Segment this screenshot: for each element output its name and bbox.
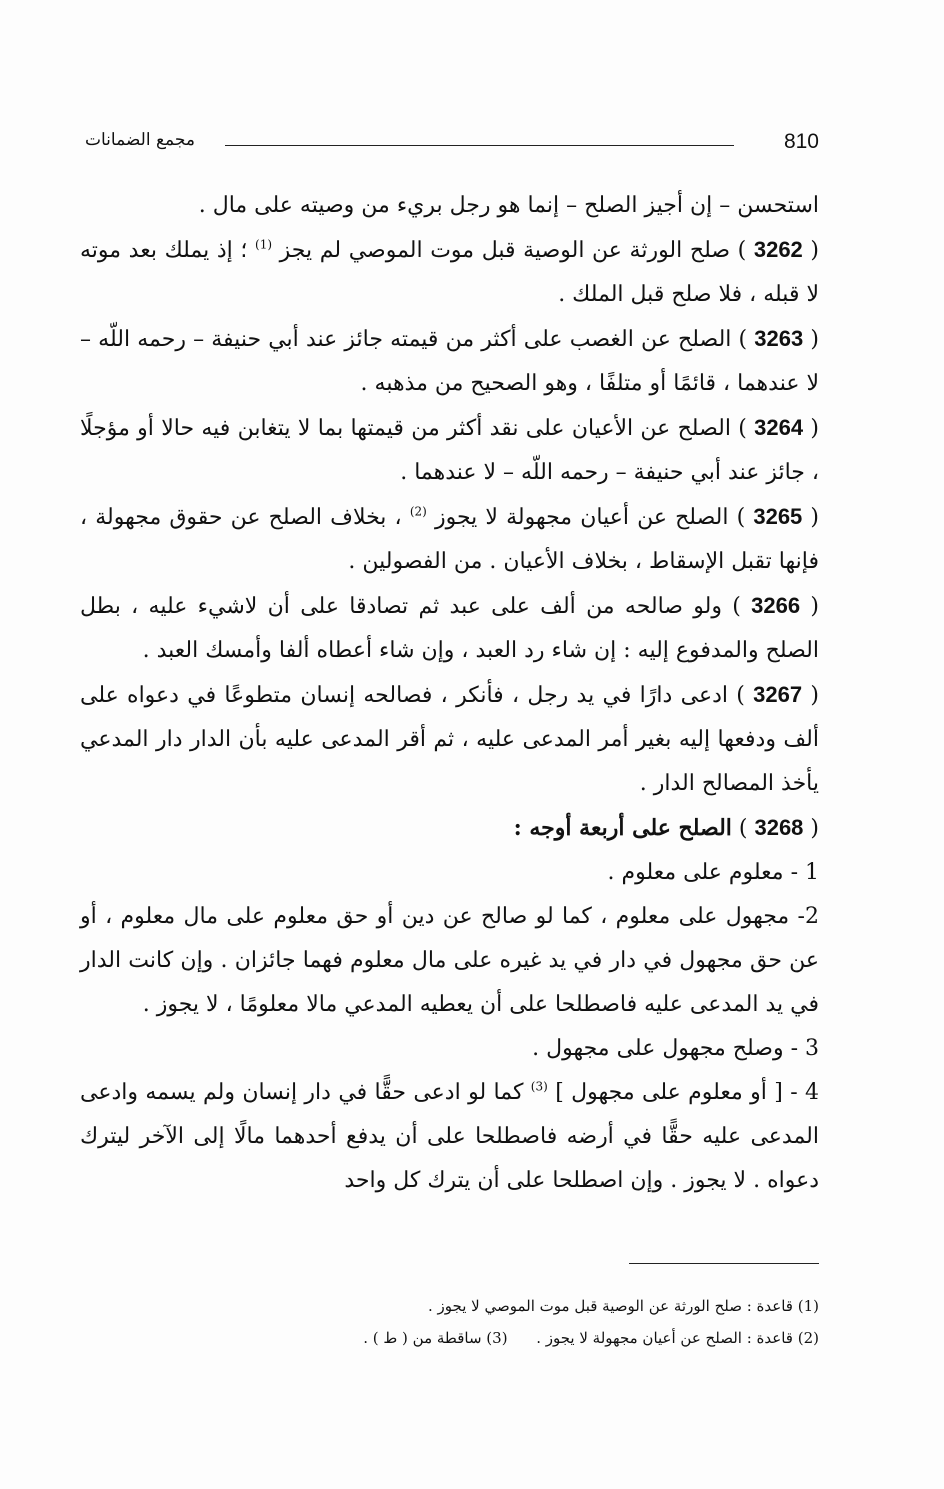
entry-number: 3263 (754, 326, 804, 351)
entry-3263: ( 3263 ) الصلح عن الغصب على أكثر من قيمته جائز عند أبي حنيفة – رحمه اللّه – لا عندهما ، قائمًا أو متلفًا ، وهو الصحيح من مذهبه . (80, 326, 819, 396)
list-item-3: 3 - وصلح مجهول على مجهول . (532, 1036, 819, 1061)
entry-3264: ( 3264 ) الصلح عن الأعيان على نقد أكثر من قيمتها بما لا يتغابن فيه حالا أو مؤجلًا ، جائز عند أبي حنيفة – رحمه اللّه – لا عندهما . (80, 415, 819, 485)
entry-number: 3266 (751, 593, 801, 618)
page-header (85, 130, 819, 160)
entry-number: 3267 (753, 682, 803, 707)
header-rule (225, 145, 734, 146)
footnotes (80, 1290, 819, 1354)
footnote-ref: (3) (530, 1079, 548, 1094)
entry-number: 3265 (753, 504, 803, 529)
list-item-2: 2- مجهول على معلوم ، كما لو صالح عن دين أو حق معلوم على مال معلوم ، أو عن حق مجهول في دار في يد غيره على مال معلوم فهما جائزان . وإن كانت الدار في يد المدعى عليه فاصطلحا على أن يعطيه المدعي مالا معلومًا ، لا يجوز . (80, 904, 819, 1017)
list-item-4: 4 - [ أو معلوم على مجهول ] $^{(3)}$ كما لو ادعى حقًّا في دار إنسان ولم يسمه وادعى المدعى عليه حقًّا في أرضه فاصطلحا على أن يدفع أحدهما مالًا إلى الآخر ليترك دعواه . لا يجوز . وإن اصطلحا على أن يترك كل واحد (80, 1079, 819, 1193)
entry-3265: ( 3265 ) الصلح عن أعيان مجهولة لا يجوز $^{(2)}$ ، بخلاف الصلح عن حقوق مجهولة ، فإنها تقبل الإسقاط ، بخلاف الأعيان . من الفصولين . (80, 504, 820, 574)
entry-3262: ( 3262 ) صلح الورثة عن الوصية قبل موت الموصي لم يجز $^{(1)}$ ؛ إذ يملك بعد موته لا قبله ، فلا صلح قبل الملك . (80, 237, 819, 307)
entry-heading: الصلح على أربعة أوجه : (513, 815, 732, 841)
footnote-1: (1) قاعدة : صلح الورثة عن الوصية قبل موت الموصي لا يجوز . (428, 1297, 819, 1315)
page-number: 810 (783, 130, 819, 153)
entry-3267: ( 3267 ) ادعى دارًا في يد رجل ، فأنكر ، فصالحه إنسان متطوعًا في دعواه على ألف ودفعها إليه بغير أمر المدعى عليه ، ثم أقر المدعى عليه بأن الدار دار المدعي يأخذ المصالح الدار . (80, 682, 819, 796)
entry-3268: ( 3268 ) الصلح على أربعة أوجه : (513, 815, 819, 841)
footnote-ref: (1) (255, 237, 273, 252)
footnote-2: (2) قاعدة : الصلح عن أعيان مجهولة لا يجوز . (536, 1329, 819, 1347)
footnote-3: (3) ساقطة من ( ط ) . (363, 1329, 508, 1347)
main-text (80, 184, 819, 1203)
footnote-2-3 (80, 1322, 819, 1354)
entry-number: 3262 (753, 237, 803, 262)
paragraph-continuation: استحسن – إن أجيز الصلح – إنما هو رجل بريء من وصيته على مال . (198, 193, 819, 218)
entry-number: 3264 (754, 415, 804, 440)
entry-3266: ( 3266 ) ولو صالحه من ألف على عبد ثم تصادقا على أن لاشيء عليه ، بطل الصلح والمدفوع إليه : إن شاء رد العبد ، وإن شاء أعطاه ألفا وأمسك العبد . (80, 593, 819, 663)
footnote-ref: (2) (409, 504, 427, 519)
running-title: مجمع الضمانات (85, 130, 195, 150)
list-item-1: 1 - معلوم على معلوم . (607, 860, 819, 885)
entry-number: 3268 (754, 815, 804, 840)
footnote-separator (629, 1263, 819, 1264)
